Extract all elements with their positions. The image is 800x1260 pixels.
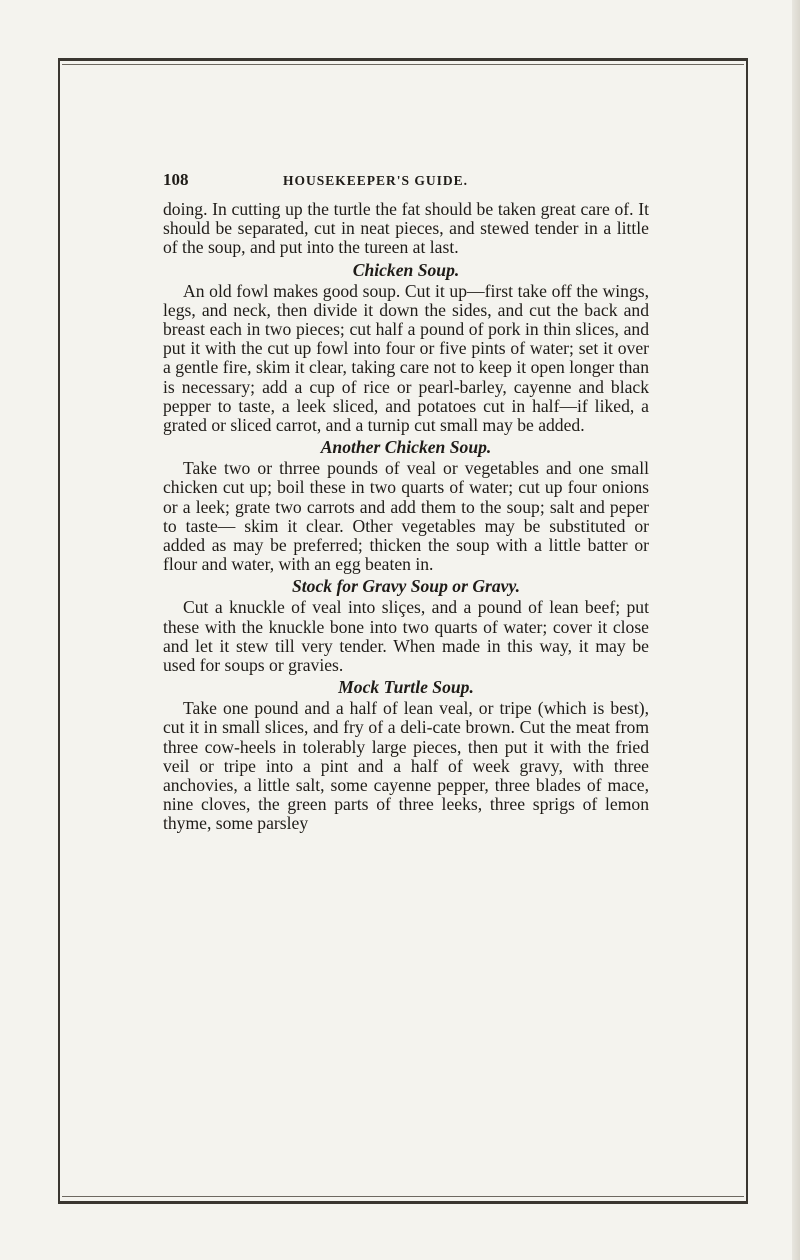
recipe-title-another-chicken-soup: Another Chicken Soup. bbox=[320, 437, 492, 458]
recipe-text-stock-for-gravy: Cut a knuckle of veal into sliçes, and a pound of lean beef; put these with the knuckle bone into two quarts of water; cover it close and let it stew till very tender. When made in this way, it may be used for soups or gravies. bbox=[163, 597, 649, 676]
page-border-rule-bottom bbox=[62, 1196, 744, 1197]
recipe-title-mock-turtle-soup: Mock Turtle Soup. bbox=[338, 677, 474, 698]
running-title: HOUSEKEEPER'S GUIDE. bbox=[283, 173, 469, 188]
recipe-title-chicken-soup: Chicken Soup. bbox=[352, 259, 460, 280]
scan-edge bbox=[792, 0, 800, 1260]
opening-paragraph: doing. In cutting up the turtle the fat should be taken great care of. It should be separated, cut in neat pieces, and stewed tender in a little of the soup, and put into the tureen at last. bbox=[163, 199, 649, 258]
recipe-text-mock-turtle-soup: Take one pound and a half of lean veal, or tripe (which is best), cut it in small slices, and fry of a deli-cate brown. Cut the meat from three cow-heels in tolerably large pieces, then put it with the fried veil or tripe into a pint and a half of week gravy, with three anchovies, a little salt, some cayenne pepper, three blades of mace, nine cloves, the green parts of three leeks, three sprigs of lemon thyme, some parsley bbox=[163, 698, 649, 834]
page-number: 108 bbox=[163, 170, 189, 189]
recipe-text-chicken-soup: An old fowl makes good soup. Cut it up—first take off the wings, legs, and neck, then divide it down the sides, and cut the back and breast each in two pieces; cut half a pound of pork in thin slices, and put it with the cut up fowl into four or five pints of water; set it over a gentle fire, skim it clear, taking care not to keep it open longer than is necessary; add a cup of rice or pearl-barley, cayenne and black pepper to taste, a leek sliced, and potatoes cut in half—if liked, a grated or sliced carrot, and a turnip cut small may be added. bbox=[163, 280, 649, 436]
recipe-title-stock-for-gravy: Stock for Gravy Soup or Gravy. bbox=[291, 576, 521, 597]
page-border-rule-top bbox=[62, 64, 744, 65]
body-text bbox=[163, 200, 649, 834]
recipe-text-another-chicken-soup: Take two or thrree pounds of veal or vegetables and one small chicken cut up; boil these in two quarts of water; cut up four onions or a leek; grate two carrots and add them to the soup; salt and peper to taste— skim it clear. Other vegetables may be substituted or added as may be preferred; thicken the soup with a little batter or flour and water, with an egg beaten in. bbox=[163, 458, 649, 575]
book-page bbox=[163, 170, 649, 834]
running-head bbox=[163, 170, 649, 196]
